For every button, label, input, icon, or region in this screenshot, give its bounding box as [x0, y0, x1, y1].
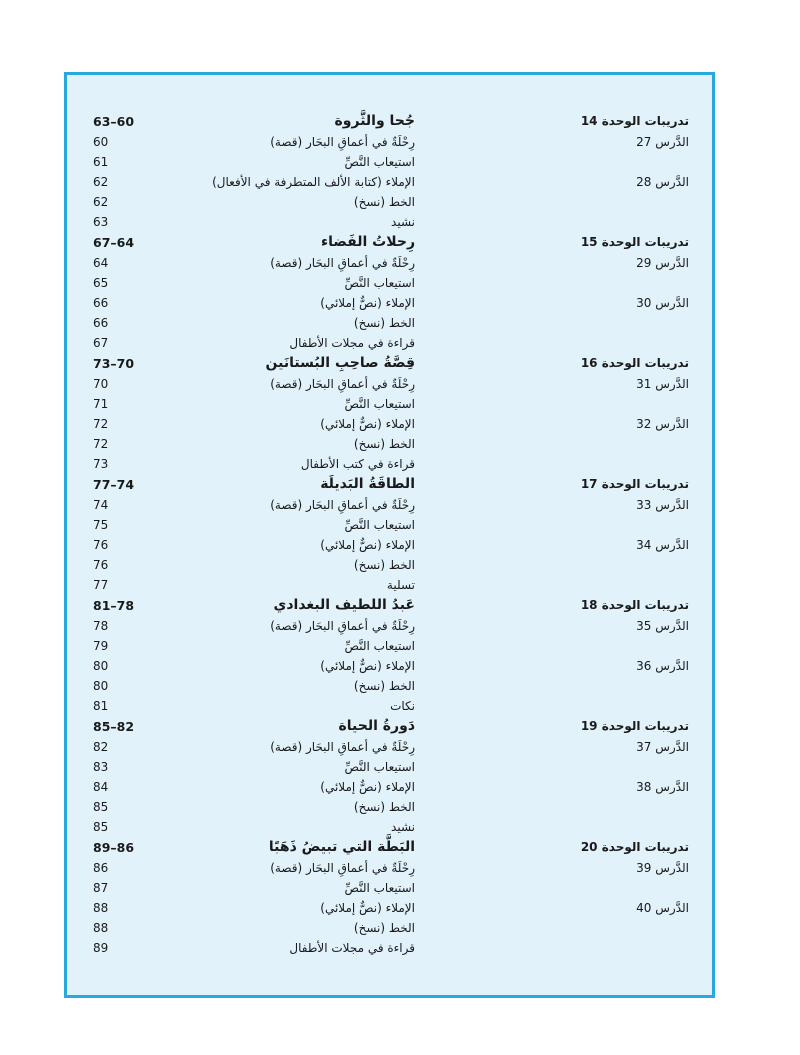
toc-row — [93, 454, 689, 474]
lesson-number: الدَّرس 33 — [636, 498, 689, 512]
lesson-number: الدَّرس 39 — [636, 861, 689, 875]
page-number: 81 — [93, 699, 109, 713]
toc-row — [93, 434, 689, 454]
page-number: 89 — [93, 941, 109, 955]
topic-title: الخط (نسخ) — [353, 921, 415, 935]
topic-title: رِحْلَةٌ في أعماقِ البحَار (قصة) — [270, 740, 415, 754]
page-number: 87 — [93, 881, 109, 895]
unit-label: تدريبات الوحدة 17 — [580, 477, 689, 491]
unit-header — [93, 232, 689, 253]
page-number: 84 — [93, 780, 109, 794]
toc-row — [93, 817, 689, 837]
page-number: 62 — [93, 175, 109, 189]
topic-title: رِحْلَةٌ في أعماقِ البحَار (قصة) — [270, 377, 415, 391]
unit-page-range: 77–74 — [93, 477, 135, 492]
topic-title: الإملاء (نصٌّ إملائي) — [320, 780, 415, 794]
toc-row — [93, 253, 689, 273]
lesson-number: الدَّرس 27 — [636, 135, 689, 149]
unit-header — [93, 716, 689, 737]
page-number: 62 — [93, 195, 109, 209]
page-number: 72 — [93, 417, 109, 431]
page-number: 85 — [93, 820, 109, 834]
toc-row — [93, 797, 689, 817]
toc-row — [93, 273, 689, 293]
unit-label: تدريبات الوحدة 18 — [580, 598, 689, 612]
toc-row — [93, 333, 689, 353]
toc-row — [93, 777, 689, 797]
page-number: 82 — [93, 740, 109, 754]
lesson-number: الدَّرس 37 — [636, 740, 689, 754]
page-number: 74 — [93, 498, 109, 512]
unit-label: تدريبات الوحدة 16 — [580, 356, 689, 370]
contents-frame — [64, 72, 715, 998]
toc-row — [93, 878, 689, 898]
toc-row — [93, 374, 689, 394]
toc-row — [93, 414, 689, 434]
page-number: 65 — [93, 276, 109, 290]
topic-title: استيعاب النَّصِّ — [344, 397, 415, 411]
toc-row — [93, 616, 689, 636]
toc-row — [93, 212, 689, 232]
topic-title: الإملاء (نصٌّ إملائي) — [320, 296, 415, 310]
unit-title: قِصَّةُ صاحِبِ البُستانَين — [265, 355, 415, 371]
page-number: 72 — [93, 437, 109, 451]
topic-title: استيعاب النَّصِّ — [344, 518, 415, 532]
page-number: 75 — [93, 518, 109, 532]
page-number: 77 — [93, 578, 109, 592]
topic-title: الخط (نسخ) — [353, 558, 415, 572]
page-number: 88 — [93, 921, 109, 935]
topic-title: رِحْلَةٌ في أعماقِ البحَار (قصة) — [270, 619, 415, 633]
topic-title: نشيد — [391, 820, 415, 834]
topic-title: قراءة في مجلات الأطفال — [289, 941, 415, 955]
topic-title: نشيد — [391, 215, 415, 229]
unit-title: البَطَّة التي تبيضُ ذَهَبًا — [268, 839, 415, 855]
toc-row — [93, 656, 689, 676]
topic-title: الإملاء (نصٌّ إملائي) — [320, 417, 415, 431]
toc-row — [93, 293, 689, 313]
unit-page-range: 63–60 — [93, 114, 135, 129]
toc-row — [93, 495, 689, 515]
unit-page-range: 89–86 — [93, 840, 135, 855]
toc-row — [93, 172, 689, 192]
page-number: 76 — [93, 558, 109, 572]
page-number: 76 — [93, 538, 109, 552]
lesson-number: الدَّرس 30 — [636, 296, 689, 310]
page-number: 80 — [93, 679, 109, 693]
topic-title: الخط (نسخ) — [353, 437, 415, 451]
topic-title: الخط (نسخ) — [353, 800, 415, 814]
topic-title: الإملاء (كتابة الألف المتطرفة في الأفعال) — [212, 175, 415, 189]
unit-title: جُحا والثَّروة — [334, 113, 415, 129]
topic-title: رِحْلَةٌ في أعماقِ البحَار (قصة) — [270, 861, 415, 875]
page-number: 78 — [93, 619, 109, 633]
topic-title: قراءة في كتب الأطفال — [300, 457, 415, 471]
toc-row — [93, 636, 689, 656]
topic-title: استيعاب النَّصِّ — [344, 760, 415, 774]
toc-row — [93, 394, 689, 414]
lesson-number: الدَّرس 32 — [636, 417, 689, 431]
unit-title: رِحلاتُ الفَضاء — [320, 234, 415, 250]
unit-page-range: 73–70 — [93, 356, 135, 371]
topic-title: استيعاب النَّصِّ — [344, 155, 415, 169]
unit-label: تدريبات الوحدة 20 — [580, 840, 689, 854]
page-number: 66 — [93, 316, 109, 330]
unit-header — [93, 595, 689, 616]
lesson-number: الدَّرس 34 — [636, 538, 689, 552]
topic-title: الإملاء (نصٌّ إملائي) — [320, 901, 415, 915]
topic-title: الإملاء (نصٌّ إملائي) — [320, 659, 415, 673]
toc-row — [93, 575, 689, 595]
topic-title: الخط (نسخ) — [353, 316, 415, 330]
lesson-number: الدَّرس 38 — [636, 780, 689, 794]
topic-title: رِحْلَةٌ في أعماقِ البحَار (قصة) — [270, 498, 415, 512]
toc-row — [93, 858, 689, 878]
unit-title: الطاقَةُ البَديلَة — [320, 476, 415, 492]
unit-page-range: 81–78 — [93, 598, 135, 613]
unit-header — [93, 353, 689, 374]
toc-row — [93, 555, 689, 575]
toc-row — [93, 938, 689, 958]
topic-title: نكات — [390, 699, 415, 713]
toc-row — [93, 515, 689, 535]
topic-title: الخط (نسخ) — [353, 679, 415, 693]
page-number: 83 — [93, 760, 109, 774]
toc-row — [93, 535, 689, 555]
lesson-number: الدَّرس 40 — [636, 901, 689, 915]
toc-row — [93, 192, 689, 212]
page-number: 86 — [93, 861, 109, 875]
unit-header — [93, 474, 689, 495]
topic-title: استيعاب النَّصِّ — [344, 276, 415, 290]
topic-title: استيعاب النَّصِّ — [344, 639, 415, 653]
toc-row — [93, 696, 689, 716]
toc-row — [93, 152, 689, 172]
page-number: 63 — [93, 215, 109, 229]
unit-page-range: 85–82 — [93, 719, 135, 734]
page-number: 64 — [93, 256, 109, 270]
topic-title: رِحْلَةٌ في أعماقِ البحَار (قصة) — [270, 135, 415, 149]
page-number: 67 — [93, 336, 109, 350]
page-number: 70 — [93, 377, 109, 391]
page-number: 88 — [93, 901, 109, 915]
page-number: 80 — [93, 659, 109, 673]
lesson-number: الدَّرس 35 — [636, 619, 689, 633]
page-number: 61 — [93, 155, 109, 169]
toc-row — [93, 132, 689, 152]
topic-title: تسلية — [386, 578, 415, 592]
toc-row — [93, 313, 689, 333]
toc-row — [93, 918, 689, 938]
toc-row — [93, 898, 689, 918]
page-number: 71 — [93, 397, 109, 411]
toc-row — [93, 676, 689, 696]
topic-title: استيعاب النَّصِّ — [344, 881, 415, 895]
unit-label: تدريبات الوحدة 14 — [580, 114, 689, 128]
lesson-number: الدَّرس 31 — [636, 377, 689, 391]
lesson-number: الدَّرس 36 — [636, 659, 689, 673]
topic-title: قراءة في مجلات الأطفال — [289, 336, 415, 350]
page-number: 79 — [93, 639, 109, 653]
page-number: 73 — [93, 457, 109, 471]
topic-title: الخط (نسخ) — [353, 195, 415, 209]
page-number: 66 — [93, 296, 109, 310]
unit-header — [93, 837, 689, 858]
unit-page-range: 67–64 — [93, 235, 135, 250]
page-number: 85 — [93, 800, 109, 814]
lesson-number: الدَّرس 28 — [636, 175, 689, 189]
table-of-contents — [93, 111, 689, 958]
unit-label: تدريبات الوحدة 15 — [580, 235, 689, 249]
unit-title: عَبدُ اللطيف البغدادي — [273, 597, 415, 613]
page-number: 60 — [93, 135, 109, 149]
toc-row — [93, 757, 689, 777]
unit-title: دَورةُ الحياة — [338, 718, 415, 734]
toc-row — [93, 737, 689, 757]
unit-header — [93, 111, 689, 132]
unit-label: تدريبات الوحدة 19 — [580, 719, 689, 733]
topic-title: رِحْلَةٌ في أعماقِ البحَار (قصة) — [270, 256, 415, 270]
topic-title: الإملاء (نصٌّ إملائي) — [320, 538, 415, 552]
lesson-number: الدَّرس 29 — [636, 256, 689, 270]
